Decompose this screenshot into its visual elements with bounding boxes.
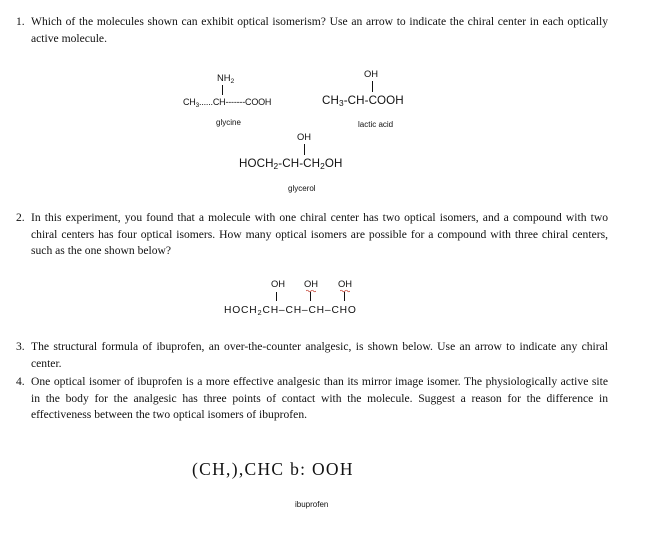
glycine-caption: glycine	[216, 118, 241, 127]
glycine-nh2: $NH_2$	[217, 72, 235, 85]
sugar-bond-3	[344, 292, 345, 301]
question-number: 2.	[16, 211, 25, 224]
glycerol-oh: OH	[297, 131, 312, 142]
sugar-bond-1	[276, 292, 277, 301]
sugar-oh-3: OH	[338, 278, 353, 289]
question-2	[16, 210, 608, 260]
ibuprofen-formula: (CH,),CHC b: OOH	[192, 459, 354, 479]
question-text: In this experiment, you found that a molecule with one chiral center has two optical isomers, and a compound with two chiral centers has four optical isomers. How many optical isomers are possible for a compound with three chiral centers, such as the one shown below?	[31, 211, 608, 257]
lactic-caption: lactic acid	[358, 120, 394, 129]
question-4	[16, 374, 608, 424]
sugar-oh-1: OH	[271, 278, 286, 289]
lactic-oh: OH	[364, 68, 379, 79]
question-number: 4.	[16, 375, 25, 388]
glycine-chain: $CH_3......CH------$-COOH	[183, 97, 272, 109]
glycerol-bond	[304, 144, 305, 155]
question-text: The structural formula of ibuprofen, an over-the-counter analgesic, is shown below. Use an arrow to indicate any chiral center.	[31, 340, 608, 370]
sugar-bond-2	[310, 292, 311, 301]
glycine-bond	[222, 85, 223, 95]
question-text: One optical isomer of ibuprofen is a more effective analgesic than its mirror image isomer. The physiologically active site in the body for the analgesic has three points of contact with the molecule. Suggest a reason for the difference in effectiveness between the two optical isomers of ibuprofen.	[31, 375, 608, 421]
glycerol-caption: glycerol	[288, 184, 316, 193]
sugar-oh-2: OH	[304, 278, 319, 289]
question-text: Which of the molecules shown can exhibit optical isomerism? Use an arrow to indicate the chiral center in each optically active molecule.	[31, 15, 608, 45]
question-1	[16, 14, 608, 47]
wavy-underline-1	[306, 289, 316, 293]
question-number: 3.	[16, 340, 25, 353]
wavy-underline-2	[340, 289, 350, 293]
lactic-chain: $CH_3-CH$-COOH	[322, 94, 404, 108]
lactic-bond	[372, 81, 373, 92]
sugar-chain: $HOCH_2CH-CH-CH$–CHO	[224, 305, 357, 317]
ibuprofen-caption: ibuprofen	[295, 500, 329, 509]
question-3	[16, 339, 608, 372]
question-number: 1.	[16, 15, 25, 28]
glycerol-chain: $HOCH_2-CH-CH_2OH$	[239, 157, 343, 171]
